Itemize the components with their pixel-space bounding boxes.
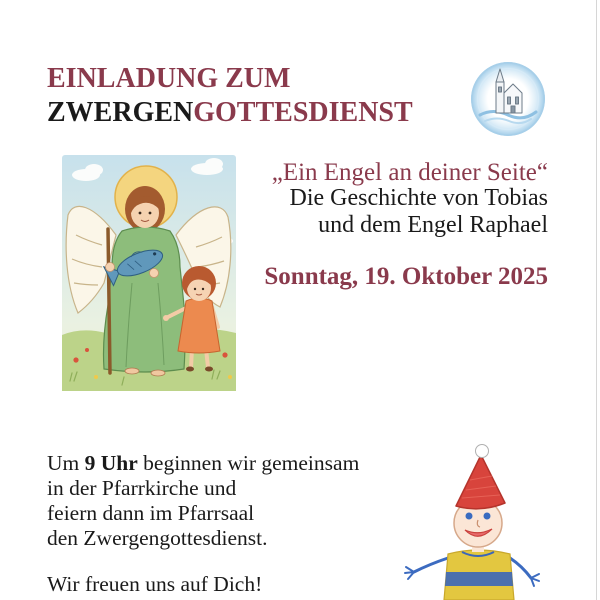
angel-robe: [104, 227, 186, 372]
dwarf-right-hand: [531, 574, 539, 586]
church-door: [511, 106, 515, 113]
event-date: Sonntag, 19. Oktober 2025: [264, 263, 548, 290]
angel-with-child-illustration: [62, 155, 236, 391]
flower: [73, 357, 78, 362]
dwarf-left-arm: [414, 558, 448, 572]
child-eye: [194, 288, 196, 290]
event-time: 9 Uhr: [84, 451, 138, 475]
title-line-2: [47, 99, 413, 127]
flower: [222, 352, 227, 357]
detail-line-1-post: beginnen wir gemeinsam: [137, 451, 360, 475]
detail-line-1-pre: Um: [47, 451, 85, 475]
title-word-gottesdienst: GOTTESDIENST: [193, 97, 413, 128]
child-eye: [202, 288, 204, 290]
dwarf-left-hand: [405, 567, 414, 579]
church-logo-icon: [469, 60, 547, 138]
detail-line-1: [47, 453, 359, 475]
child-shoe: [205, 367, 213, 372]
dwarf-right-arm: [510, 558, 531, 578]
dwarf-drawing: [400, 440, 545, 600]
flower: [94, 375, 98, 379]
church-window-3: [516, 97, 519, 104]
angel-eye: [149, 212, 152, 215]
title-word-zwergen: ZWERGEN: [47, 97, 194, 128]
dwarf-eye: [484, 513, 491, 520]
cloud: [85, 164, 103, 176]
page-edge: [596, 0, 597, 600]
story-line-2: und dem Engel Raphael: [318, 212, 548, 238]
dwarf-hat-pompom: [476, 445, 489, 458]
cloud: [205, 158, 223, 170]
angel-hand-fish: [150, 269, 159, 278]
angel-foot: [125, 368, 139, 374]
child-shoe: [186, 367, 194, 372]
detail-line-3: feiern dann im Pfarrsaal: [47, 501, 255, 525]
flower: [228, 375, 232, 379]
detail-line-2: in der Pfarrkirche und: [47, 476, 237, 500]
story-line-1: Die Geschichte von Tobias: [289, 185, 548, 211]
church-window-1: [499, 87, 502, 92]
story-quote: „Ein Engel an deiner Seite“: [271, 159, 548, 186]
staff: [108, 229, 110, 373]
closing-line: Wir freuen uns auf Dich!: [47, 572, 263, 596]
detail-line-4: den Zwergengottesdienst.: [47, 526, 268, 550]
dwarf-hat: [456, 455, 505, 509]
title-line-1: EINLADUNG ZUM: [47, 63, 291, 94]
dwarf-eye: [466, 513, 473, 520]
church-window-2: [508, 97, 511, 104]
dwarf-stripe: [445, 572, 513, 586]
child-hand: [163, 315, 169, 321]
flower: [85, 348, 89, 352]
angel-foot: [151, 370, 165, 376]
angel-eye: [139, 212, 142, 215]
angel-hand-staff: [106, 263, 115, 272]
